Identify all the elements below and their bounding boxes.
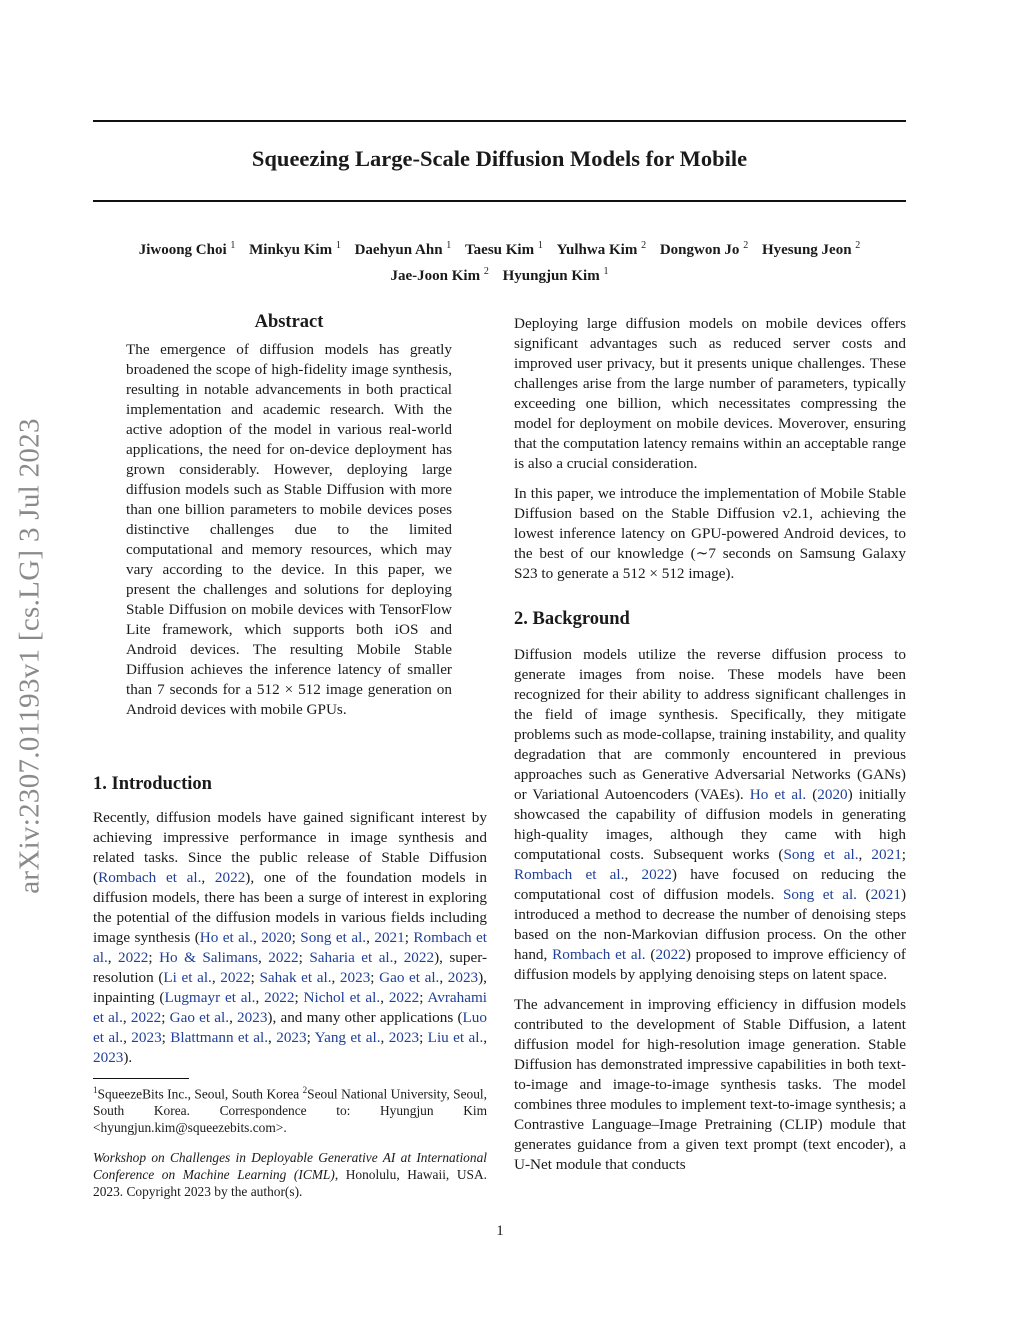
citation-link[interactable]: 2023 xyxy=(276,1029,307,1046)
arxiv-identifier: arXiv:2307.01193v1 [cs.LG] 3 Jul 2023 xyxy=(13,418,46,894)
author-name: Jiwoong Choi $^1$ xyxy=(138,240,236,258)
citation-link[interactable]: 2021 xyxy=(870,886,901,903)
author-name: Taesu Kim $^1$ xyxy=(465,240,543,258)
citation-link[interactable]: 2022 xyxy=(264,989,295,1006)
citation-link[interactable]: 2022 xyxy=(214,869,246,886)
title-bottom-rule xyxy=(93,200,906,202)
citation-link[interactable]: Song et al. xyxy=(783,846,859,863)
citation-link[interactable]: Gao et al. xyxy=(379,969,440,986)
body-paragraph: Deploying large diffusion models on mobile devices offers significant advantages such as reduced server costs and improved user privacy, but it presents unique challenges. These challenges arise from the large number of parameters, typically exceeding one billion, which necessitates compressing the model for deployment on mobile devices. Moverover, ensuring that the computation latency remains within an acceptable range is also a crucial consideration. xyxy=(514,315,906,472)
author-name: Daehyun Ahn $^1$ xyxy=(354,240,452,258)
citation-link[interactable]: Rombach et al. xyxy=(98,869,202,886)
citation-link[interactable]: Lugmayr et al. xyxy=(164,989,256,1006)
citation-link[interactable]: Luo et al. xyxy=(93,1009,487,1046)
citation-link[interactable]: 2022 xyxy=(130,1009,162,1026)
abstract-heading: Abstract xyxy=(254,312,324,332)
footnote-rule xyxy=(93,1078,189,1079)
citation-link[interactable]: 2023 xyxy=(93,1049,124,1066)
citation-link[interactable]: Song et al. xyxy=(782,886,857,903)
author-affiliation-mark: 1 xyxy=(335,240,341,251)
citation-link[interactable]: 2022 xyxy=(268,949,299,966)
introduction-text xyxy=(93,808,487,1068)
citation-link[interactable]: 2022 xyxy=(655,946,686,963)
abstract-paragraph: The emergence of diffusion models has greatly broadened the scope of high-fidelity image synthesis, resulting in notable advancements in both practical implementation and academic research. With the active adoption of the model in various real-world applications, the need for on-device deployment has grown considerably. However, deploying large diffusion models such as Stable Diffusion with more than one billion parameters to mobile devices poses distinctive challenges due to the limited computational and memory resources, which may vary according to the device. In this paper, we present the challenges and solutions for deploying Stable Diffusion on mobile devices with TensorFlow Lite framework, which supports both iOS and Android devices. The resulting Mobile Stable Diffusion achieves the inference latency of smaller than 7 seconds for a 512 × 512 image generation on Android devices with mobile GPUs. xyxy=(126,341,452,718)
author-affiliation-mark: 2 xyxy=(743,240,749,251)
citation-link[interactable]: 2023 xyxy=(237,1009,268,1026)
author-list xyxy=(93,235,906,287)
author-affiliation-mark: 1 xyxy=(230,240,236,251)
citation-link[interactable]: 2022 xyxy=(388,989,420,1006)
citation-link[interactable]: Li et al. xyxy=(163,969,212,986)
workshop-location: , Honolulu, Hawaii, USA. 2023. Copyright 2023 by the author(s). xyxy=(93,1167,487,1199)
citation-link[interactable]: Saharia et al. xyxy=(309,949,394,966)
author-name: Jae-Joon Kim $^2$ xyxy=(390,266,489,284)
author-affiliation-mark: 2 xyxy=(855,240,861,251)
citation-link[interactable]: Yang et al. xyxy=(314,1029,381,1046)
citation-link[interactable]: 2023 xyxy=(339,969,371,986)
author-name: Hyesung Jeon $^2$ xyxy=(761,240,861,258)
body-paragraph: In this paper, we introduce the implementation of Mobile Stable Diffusion based on the Stable Diffusion v2.1, achieving the lowest inference latency on GPU-powered Android devices, to the best of our knowledge (∼7 seconds on Samsung Galaxy S23 to generate a 512 × 512 image). xyxy=(514,485,906,582)
citation-link[interactable]: 2023 xyxy=(447,969,479,986)
citation-link[interactable]: Rombach et al. xyxy=(514,866,625,883)
author-name: Yulhwa Kim $^2$ xyxy=(556,240,647,258)
author-name: Minkyu Kim $^1$ xyxy=(249,240,341,258)
page-number: 1 xyxy=(496,1223,504,1239)
introduction-heading: 1. Introduction xyxy=(93,774,212,794)
citation-link[interactable]: Blattmann et al. xyxy=(170,1029,269,1046)
citation-link[interactable]: Ho et al. xyxy=(749,786,807,803)
citation-link[interactable]: 2022 xyxy=(220,969,251,986)
citation-link[interactable]: 2022 xyxy=(403,949,435,966)
citation-link[interactable]: Liu et al. xyxy=(427,1029,484,1046)
citation-link[interactable]: 2022 xyxy=(118,949,149,966)
author-affiliation-mark: 1 xyxy=(603,266,609,277)
introduction-paragraph: Recently, diffusion models have gained significant interest by achieving impressive performance in image synthesis and related tasks. Since the public release of Stable Diffusion (Rombach et al., 2022), one of the foundation models in diffusion models, there has been a surge of interest in exploring the potential of the diffusion models in various fields including image synthesis (Ho et al., 2020; Song et al., 2021; Rombach et al., 2022; Ho & Salimans, 2022; Saharia et al., 2022), super-resolution (Li et al., 2022; Sahak et al., 2023; Gao et al., 2023), inpainting (Lugmayr et al., 2022; Nichol et al., 2022; Avrahami et al., 2022; Gao et al., 2023), and many other applications (Luo et al., 2023; Blattmann et al., 2023; Yang et al., 2023; Liu et al., 2023). xyxy=(93,809,488,1066)
author-name: Hyungjun Kim $^1$ xyxy=(502,266,609,284)
citation-link[interactable]: 2021 xyxy=(871,846,902,863)
footnote-marker: 2 xyxy=(302,1085,308,1095)
citation-link[interactable]: 2020 xyxy=(261,929,292,946)
citation-link[interactable]: 2020 xyxy=(817,786,848,803)
citation-link[interactable]: Song et al. xyxy=(300,929,367,946)
body-paragraph: Diffusion models utilize the reverse diffusion process to generate images from noise. These models have been recognized for their ability to address significant challenges in the field of image synthesis. Specifically, they mitigate problems such as mode-collapse, training instability, and quality degradation that are commonly encountered in previous approaches such as Generative Adversarial Networks (GANs) or Variational Autoencoders (VAEs). Ho et al. (2020) initially showcased the capability of diffusion models in generating high-quality images, although they came with high computational costs. Subsequent works (Song et al., 2021; Rombach et al., 2022) have focused on reducing the computational cost of diffusion models. Song et al. (2021) introduced a method to decrease the number of denoising steps based on the non-Markovian diffusion process. On the other hand, Rombach et al. (2022) proposed to improve efficiency of diffusion models by applying denoising steps on latent space. xyxy=(514,646,907,983)
citation-link[interactable]: 2022 xyxy=(641,866,672,883)
affiliation-footnote: $^1$SqueezeBits Inc., Seoul, South Korea $^2$Seoul National University, Seoul, South Korea. Correspondence to: Hyungjun Kim <hyungjun.kim@squeezebits.com>. xyxy=(93,1085,488,1136)
citation-link[interactable]: 2021 xyxy=(374,929,405,946)
citation-link[interactable]: Nichol et al. xyxy=(303,989,381,1006)
citation-link[interactable]: 2023 xyxy=(388,1029,420,1046)
body-paragraph: The advancement in improving efficiency in diffusion models contributed to the development of Stable Diffusion, a latent diffusion model for high-resolution image generation. Stable Diffusion has demonstrated impressive capabilities in both text-to-image and image-to-image synthesis tasks. The model combines three modules to implement text-to-image synthesis; a Contrastive Language–Image Pretraining (CLIP) module that generates guidance from a given text prompt (text encoder), a U-Net module that conducts xyxy=(514,996,906,1173)
citation-link[interactable]: Gao et al. xyxy=(169,1009,230,1026)
author-affiliation-mark: 2 xyxy=(483,266,489,277)
arxiv-sidebar xyxy=(10,376,50,936)
workshop-note xyxy=(93,1149,487,1200)
background-heading: 2. Background xyxy=(514,609,630,629)
background-text xyxy=(514,645,906,1185)
workshop-venue: Workshop on Challenges in Deployable Generative AI at International Conference on Machine Learning (ICML) xyxy=(93,1150,487,1182)
title-top-rule xyxy=(93,120,906,122)
citation-link[interactable]: Rombach et al. xyxy=(93,929,488,966)
citation-link[interactable]: Ho & Salimans xyxy=(159,949,259,966)
citation-link[interactable]: Ho et al. xyxy=(199,929,253,946)
author-affiliation-mark: 2 xyxy=(641,240,647,251)
citation-link[interactable]: Sahak et al. xyxy=(259,969,332,986)
footnote-marker: 1 xyxy=(93,1085,98,1095)
citation-link[interactable]: Rombach et al. xyxy=(552,946,646,963)
right-column-intro-text xyxy=(514,314,906,594)
author-affiliation-mark: 1 xyxy=(537,240,543,251)
author-affiliation-mark: 1 xyxy=(446,240,452,251)
abstract-text xyxy=(126,340,452,720)
author-name: Dongwon Jo $^2$ xyxy=(659,240,749,258)
citation-link[interactable]: 2023 xyxy=(131,1029,162,1046)
citation-link[interactable]: Avrahami et al. xyxy=(93,989,487,1026)
paper-title: Squeezing Large-Scale Diffusion Models for Mobile xyxy=(251,146,748,171)
